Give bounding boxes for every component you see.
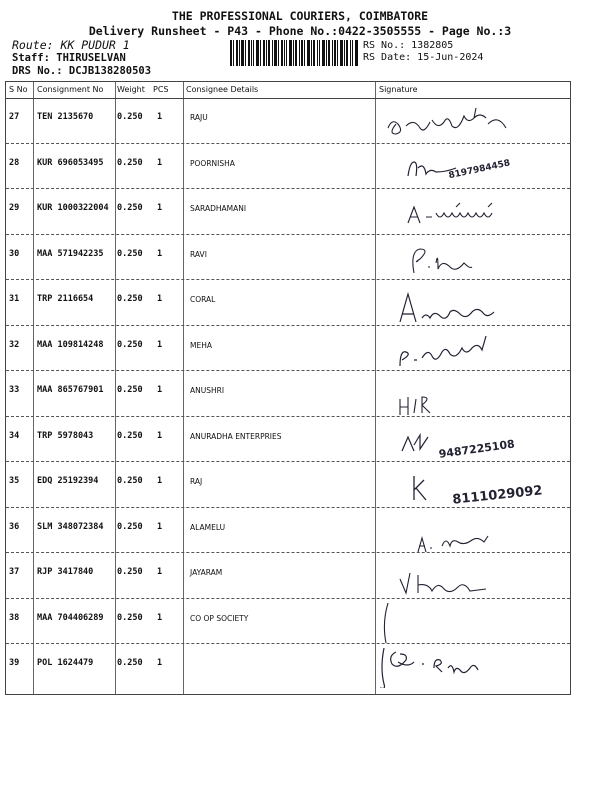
row-consignee: RAVI: [190, 249, 207, 259]
header-weight: Weight: [117, 85, 145, 94]
signature-phone: 9487225108: [437, 436, 516, 461]
row-consignment: MAA 109814248: [37, 339, 104, 350]
row-pcs: 1: [157, 385, 163, 395]
row-pcs: 1: [157, 430, 163, 441]
signature-scribble: [378, 284, 568, 324]
signature-scribble: [378, 239, 568, 279]
signature-scribble: [378, 375, 568, 415]
signature-scribble: [378, 193, 568, 233]
row-weight: 0.250: [117, 476, 143, 486]
header-pcs: PCS: [153, 85, 169, 94]
row-weight: 0.250: [117, 658, 143, 668]
row-consignee: SARADHAMANI: [190, 204, 247, 213]
row-pcs: 1: [157, 294, 163, 304]
signature-scribble: [378, 421, 568, 461]
row-consignee: MEHA: [190, 340, 212, 350]
row-consignee: JAYARAM: [190, 568, 223, 577]
signature-phone: 8111029092: [451, 483, 544, 506]
signature-scribble: [378, 330, 568, 370]
row-weight: 0.250: [117, 521, 143, 532]
row-weight: 0.250: [117, 294, 143, 304]
route-label: Route: KK PUDUR 1: [12, 38, 130, 52]
row-sno: 30: [9, 248, 20, 259]
runsheet-table: [5, 81, 571, 695]
row-pcs: 1: [157, 567, 163, 577]
row-sno: 37: [9, 567, 20, 577]
row-consignee: CORAL: [190, 295, 216, 304]
row-weight: 0.250: [117, 430, 143, 441]
table-row: [6, 144, 570, 190]
row-consignment: KUR 696053495: [37, 157, 104, 168]
header-consignment: Consignment No: [37, 85, 104, 94]
signature-scribble: [378, 148, 568, 188]
signature-scribble: [378, 466, 568, 506]
table-row: [6, 644, 570, 690]
table-row: [6, 235, 570, 281]
table-row: [6, 599, 570, 645]
row-sno: 34: [9, 430, 20, 441]
row-consignee: CO OP SOCIETY: [190, 613, 249, 623]
row-weight: 0.250: [117, 385, 143, 395]
table-row: [6, 280, 570, 326]
row-pcs: 1: [157, 612, 163, 623]
row-pcs: 1: [157, 248, 163, 259]
signature-phone: 8197984458: [447, 157, 512, 181]
table-header: [6, 82, 570, 99]
row-weight: 0.250: [117, 203, 143, 213]
signature-scribble: [378, 648, 568, 688]
header-consignee: Consignee Details: [186, 85, 259, 94]
row-consignee: ALAMELU: [190, 522, 226, 532]
row-consignee: ANURADHA ENTERPRIES: [190, 431, 282, 441]
row-weight: 0.250: [117, 157, 143, 168]
table-row: [6, 98, 570, 144]
barcode: [230, 40, 358, 66]
drs-number: DRS No.: DCJB138280503: [12, 65, 152, 77]
row-weight: 0.250: [117, 112, 143, 122]
row-sno: 38: [9, 612, 20, 623]
row-pcs: 1: [157, 521, 163, 532]
row-consignment: MAA 865767901: [37, 385, 104, 395]
header-sno: S No: [9, 85, 28, 94]
row-weight: 0.250: [117, 567, 143, 577]
row-consignee: RAJ: [190, 477, 203, 486]
row-weight: 0.250: [117, 612, 143, 623]
row-sno: 35: [9, 476, 20, 486]
signature-scribble: [378, 603, 568, 643]
row-sno: 36: [9, 521, 20, 532]
row-pcs: 1: [157, 157, 163, 168]
row-consignment: RJP 3417840: [37, 567, 94, 577]
row-consignment: POL 1624479: [37, 658, 94, 668]
row-sno: 31: [9, 294, 20, 304]
rs-date: RS Date: 15-Jun-2024: [363, 52, 484, 63]
row-pcs: 1: [157, 476, 163, 486]
row-sno: 33: [9, 385, 20, 395]
row-pcs: 1: [157, 658, 163, 668]
row-pcs: 1: [157, 112, 163, 122]
table-row: [6, 508, 570, 554]
signature-scribble: [378, 102, 568, 142]
row-sno: 29: [9, 203, 20, 213]
row-pcs: 1: [157, 339, 163, 350]
company-name: THE PROFESSIONAL COURIERS, COIMBATORE: [171, 9, 429, 23]
row-consignee: POORNISHA: [190, 158, 235, 168]
row-pcs: 1: [157, 203, 163, 213]
signature-scribble: [378, 512, 568, 552]
table-row: [6, 553, 570, 599]
row-weight: 0.250: [117, 248, 143, 259]
row-weight: 0.250: [117, 339, 143, 350]
runsheet-title: Delivery Runsheet - P43 - Phone No.:0422-3505555 - Page No.:3: [88, 24, 512, 38]
row-consignee: RAJU: [190, 113, 208, 122]
row-sno: 32: [9, 339, 20, 350]
table-row: [6, 371, 570, 417]
row-consignment: TRP 5978043: [37, 430, 94, 441]
row-consignee: ANUSHRI: [190, 386, 225, 395]
row-consignment: TEN 2135670: [37, 112, 94, 122]
row-sno: 39: [9, 658, 20, 668]
staff-label: Staff: THIRUSELVAN: [12, 52, 126, 64]
row-sno: 27: [9, 112, 20, 122]
row-consignment: SLM 348072384: [37, 521, 104, 532]
row-consignment: TRP 2116654: [37, 294, 94, 304]
table-row: [6, 326, 570, 372]
table-row: [6, 189, 570, 235]
row-consignment: MAA 571942235: [37, 248, 104, 259]
rs-number: RS No.: 1382805: [363, 40, 454, 51]
table-row: [6, 417, 570, 463]
table-row: [6, 462, 570, 508]
row-sno: 28: [9, 157, 20, 168]
row-consignment: KUR 1000322004: [37, 203, 109, 213]
header-signature: Signature: [379, 85, 418, 94]
row-consignment: EDQ 25192394: [37, 476, 99, 486]
row-consignment: MAA 704406289: [37, 612, 104, 623]
signature-scribble: [378, 557, 568, 597]
table-body: [6, 98, 570, 694]
